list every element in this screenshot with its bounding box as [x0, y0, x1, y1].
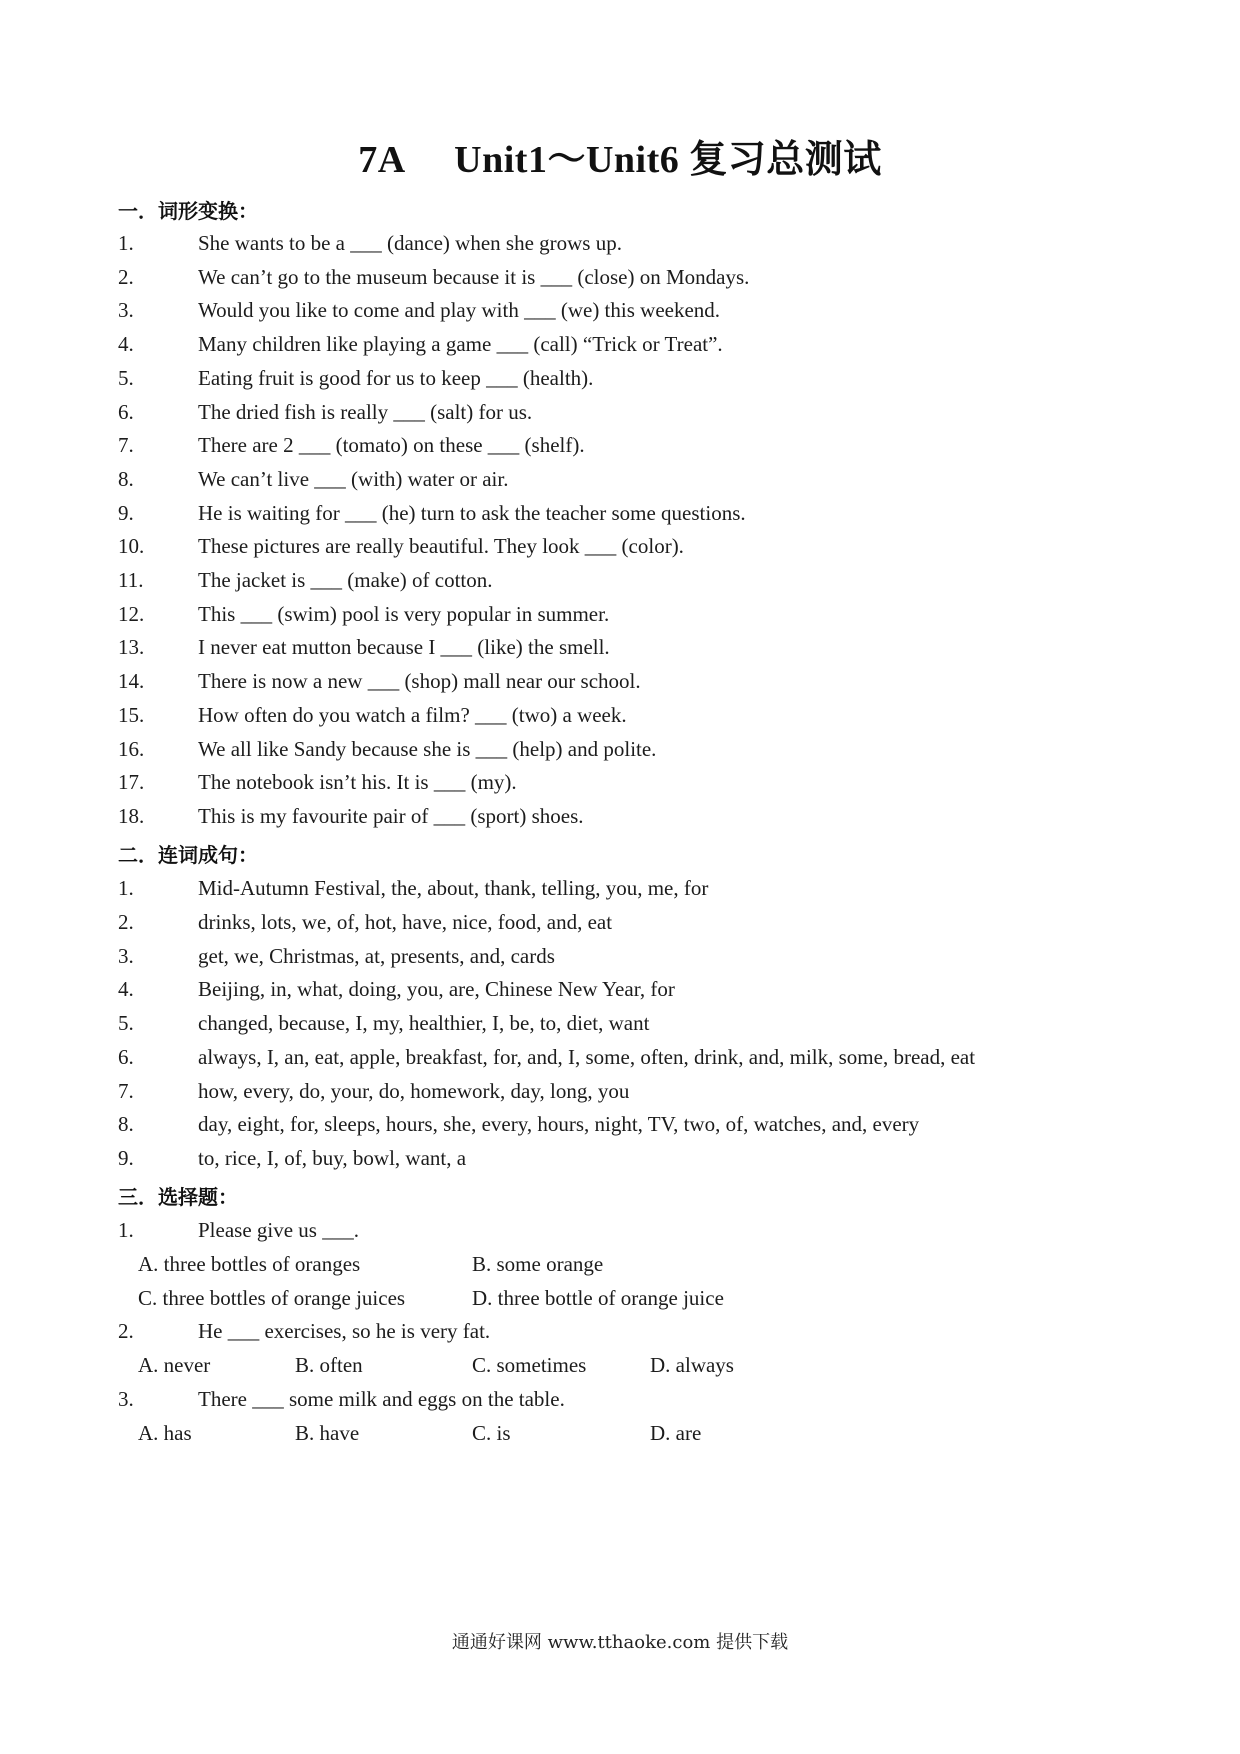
item-number: 1. [118, 876, 134, 900]
item-text: The notebook isn’t his. It is ___ (my). [198, 770, 517, 795]
item-text: We all like Sandy because she is ___ (help) and polite. [198, 736, 657, 761]
item-number: 6. [118, 399, 134, 424]
item-text: The dried fish is really ___ (salt) for us. [198, 399, 533, 424]
mc-option-d: D. are [650, 1421, 702, 1445]
item-number: 9. [118, 500, 134, 525]
item-text: There is now a new ___ (shop) mall near our school. [198, 669, 641, 694]
mc-option-c: C. three bottles of orange juices [138, 1286, 406, 1310]
item-text: This ___ (swim) pool is very popular in summer. [198, 601, 610, 626]
item-text: These pictures are really beautiful. They look ___ (color). [198, 534, 684, 559]
mc-option-a: A. three bottles of oranges [138, 1252, 361, 1276]
mc-option-d: D. always [650, 1353, 734, 1377]
item-number: 17. [118, 770, 145, 795]
item-text: This is my favourite pair of ___ (sport) shoes. [198, 803, 584, 828]
item-text: Eating fruit is good for us to keep ___ (health). [198, 365, 594, 390]
item-number: 9. [118, 1146, 134, 1170]
item-number: 18. [118, 803, 145, 828]
item-number: 6. [118, 1044, 134, 1069]
section-heading-word-forms: 一．词形变换： [118, 199, 258, 223]
item-text: I never eat mutton because I ___ (like) the smell. [198, 635, 610, 660]
item-text: Mid-Autumn Festival, the, about, thank, telling, you, me, for [198, 876, 709, 900]
item-number: 8. [118, 1112, 134, 1137]
item-number: 16. [118, 736, 145, 761]
section-heading-multiple-choice: 三．选择题： [118, 1185, 238, 1209]
item-number: 12. [118, 601, 145, 626]
item-number: 2. [118, 909, 134, 934]
item-number: 11. [118, 568, 144, 592]
mc-option-a: A. has [138, 1421, 192, 1445]
item-number: 7. [118, 433, 134, 458]
page-title: 7A Unit1～Unit6 复习总测试 [358, 139, 882, 181]
item-text: The jacket is ___ (make) of cotton. [198, 568, 493, 592]
item-number: 15. [118, 702, 145, 727]
item-number: 3. [118, 298, 134, 323]
item-text: How often do you watch a film? ___ (two) a week. [198, 702, 627, 727]
item-text: We can’t go to the museum because it is ___ (close) on Mondays. [198, 264, 750, 289]
mc-option-a: A. never [138, 1353, 211, 1377]
mc-option-b: B. have [295, 1421, 360, 1445]
item-text: day, eight, for, sleeps, hours, she, every, hours, night, TV, two, of, watches, and, every [198, 1112, 920, 1137]
section-heading-sentence-building: 二．连词成句： [118, 843, 258, 867]
item-text: We can’t live ___ (with) water or air. [198, 466, 509, 491]
mc-option-b: B. often [295, 1353, 363, 1377]
item-text: always, I, an, eat, apple, breakfast, for, and, I, some, often, drink, and, milk, some, bread, eat [198, 1044, 976, 1069]
item-text: to, rice, I, of, buy, bowl, want, a [198, 1146, 467, 1170]
question-number: 2. [118, 1319, 134, 1343]
item-number: 3. [118, 943, 134, 968]
item-number: 2. [118, 264, 134, 289]
item-number: 4. [118, 332, 134, 357]
item-text: get, we, Christmas, at, presents, and, cards [198, 943, 555, 968]
mc-option-c: C. is [472, 1421, 511, 1445]
question-number: 1. [118, 1218, 134, 1242]
mc-option-c: C. sometimes [472, 1353, 587, 1377]
item-number: 13. [118, 635, 145, 660]
item-text: how, every, do, your, do, homework, day, long, you [198, 1078, 630, 1103]
question-text: There ___ some milk and eggs on the table. [198, 1387, 565, 1411]
item-text: changed, because, I, my, healthier, I, be, to, diet, want [198, 1011, 650, 1035]
item-number: 14. [118, 669, 145, 694]
question-text: He ___ exercises, so he is very fat. [198, 1319, 491, 1343]
mc-option-b: B. some orange [472, 1252, 604, 1276]
item-text: drinks, lots, we, of, hot, have, nice, food, and, eat [198, 909, 613, 934]
item-text: Would you like to come and play with ___ (we) this weekend. [198, 298, 721, 323]
item-number: 7. [118, 1078, 134, 1103]
item-text: He is waiting for ___ (he) turn to ask the teacher some questions. [198, 500, 746, 525]
item-text: Beijing, in, what, doing, you, are, Chinese New Year, for [198, 977, 675, 1002]
item-text: She wants to be a ___ (dance) when she grows up. [198, 231, 622, 255]
item-text: There are 2 ___ (tomato) on these ___ (shelf). [198, 433, 585, 458]
item-number: 5. [118, 365, 134, 390]
item-number: 4. [118, 977, 134, 1002]
item-number: 1. [118, 231, 134, 255]
footer-source: 通通好课网 www.tthaoke.com 提供下载 [451, 1632, 789, 1653]
item-number: 5. [118, 1011, 134, 1035]
item-number: 10. [118, 534, 145, 559]
question-number: 3. [118, 1387, 134, 1411]
question-text: Please give us ___. [198, 1218, 359, 1242]
item-number: 8. [118, 466, 134, 491]
item-text: Many children like playing a game ___ (call) “Trick or Treat”. [198, 332, 723, 357]
mc-option-d: D. three bottle of orange juice [472, 1286, 724, 1310]
